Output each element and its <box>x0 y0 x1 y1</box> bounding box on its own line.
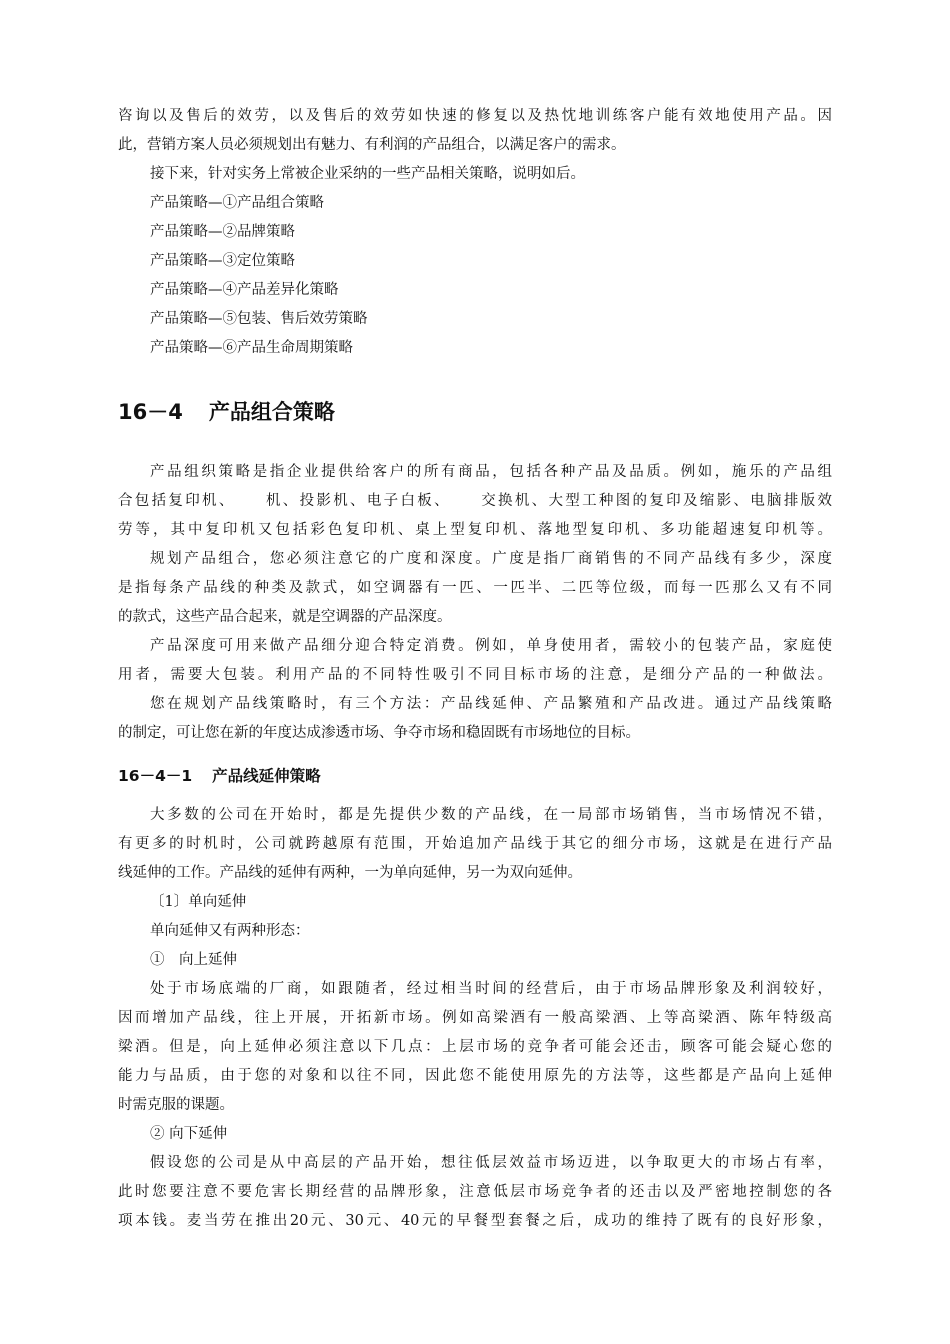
strategy-item: 产品策略—⑥产品生命周期策略 <box>150 340 353 356</box>
text-line: 项本钱。麦当劳在推出20元、30元、40元的早餐型套餐之后，成功的维持了既有的良好形象， <box>118 1213 832 1229</box>
text-segment: 合包括复印机、 <box>118 493 236 509</box>
text-line: 梁酒。但是，向上延伸必须注意以下几点：上层市场的竞争者可能会还击，顾客可能会疑心您的 <box>118 1039 832 1055</box>
text-line: 您在规划产品线策略时，有三个方法：产品线延伸、产品繁殖和产品改进。通过产品线策略 <box>150 696 832 712</box>
text-segment: 交换机、大型工种图的复印及缩影、电脑排版效 <box>478 493 832 509</box>
text-line: 线延伸的工作。产品线的延伸有两种，一为单向延伸，另一为双向延伸。 <box>118 865 582 881</box>
strategy-item: 产品策略—⑤包装、售后效劳策略 <box>150 311 368 327</box>
text-line: 大多数的公司在开始时，都是先提供少数的产品线，在一局部市场销售，当市场情况不错， <box>150 807 832 823</box>
strategy-item: 产品策略—④产品差异化策略 <box>150 282 339 298</box>
list-item: ① 向上延伸 <box>150 952 237 968</box>
section-title: 产品组合策略 <box>208 400 335 424</box>
text-line: 劳等，其中复印机又包括彩色复印机、桌上型复印机、落地型复印机、多功能超速复印机等。 <box>118 522 832 538</box>
strategy-item: 产品策略—③定位策略 <box>150 253 295 269</box>
text-line: 接下来，针对实务上常被企业采纳的一些产品相关策略，说明如后。 <box>150 166 585 182</box>
section-heading <box>118 396 335 426</box>
list-item: 〔1〕单向延伸 <box>150 894 247 910</box>
text-line: 的制定，可让您在新的年度达成渗透市场、争夺市场和稳固既有市场地位的目标。 <box>118 725 640 741</box>
section-number: 16－4 <box>118 400 183 424</box>
text-line: 用者，需要大包装。利用产品的不同特性吸引不同目标市场的注意，是细分产品的一种做法。 <box>118 667 832 683</box>
text-line: 因而增加产品线，往上开展，开拓新市场。例如高梁酒有一般高梁酒、上等高梁酒、陈年特级高 <box>118 1010 832 1026</box>
text-line: 规划产品组合，您必须注意它的广度和深度。广度是指厂商销售的不同产品线有多少，深度 <box>150 551 832 567</box>
text-line: 产品深度可用来做产品细分迎合特定消费。例如，单身使用者，需较小的包装产品，家庭使 <box>150 638 832 654</box>
list-item: ② 向下延伸 <box>150 1126 228 1142</box>
text-line: 有更多的时机时，公司就跨越原有范围，开始追加产品线于其它的细分市场，这就是在进行产品 <box>118 836 832 852</box>
text-line: 此，营销方案人员必须规划出有魅力、有利润的产品组合，以满足客户的需求。 <box>118 137 626 153</box>
subsection-number: 16－4－1 <box>118 767 193 785</box>
text-line: 产品组织策略是指企业提供给客户的所有商品，包括各种产品及品质。例如，施乐的产品组 <box>150 464 832 480</box>
subsection-title: 产品线延伸策略 <box>212 767 321 785</box>
text-line: 假设您的公司是从中高层的产品开始，想往低层效益市场迈进，以争取更大的市场占有率， <box>150 1155 832 1171</box>
strategy-item: 产品策略—②品牌策略 <box>150 224 295 240</box>
text-line: 的款式，这些产品合起来，就是空调器的产品深度。 <box>118 609 452 625</box>
subsection-heading <box>118 764 321 786</box>
text-line: 处于市场底端的厂商，如跟随者，经过相当时间的经营后，由于市场品牌形象及利润较好， <box>150 981 832 997</box>
text-line: 时需克服的课题。 <box>118 1097 234 1113</box>
strategy-item: 产品策略—①产品组合策略 <box>150 195 324 211</box>
text-line <box>118 491 832 511</box>
text-segment: 机、投影机、电子白板、 <box>263 493 451 509</box>
text-line: 咨询以及售后的效劳，以及售后的效劳如快速的修复以及热忱地训练客户能有效地使用产品。因 <box>118 108 832 124</box>
text-line: 单向延伸又有两种形态： <box>150 923 310 939</box>
text-line: 是指每条产品线的种类及款式，如空调器有一匹、一匹半、二匹等位级，而每一匹那么又有不同 <box>118 580 832 596</box>
text-line: 此时您要注意不要危害长期经营的品牌形象，注意低层市场竞争者的还击以及严密地控制您的各 <box>118 1184 832 1200</box>
text-line: 能力与品质，由于您的对象和以往不同，因此您不能使用原先的方法等，这些都是产品向上延伸 <box>118 1068 832 1084</box>
